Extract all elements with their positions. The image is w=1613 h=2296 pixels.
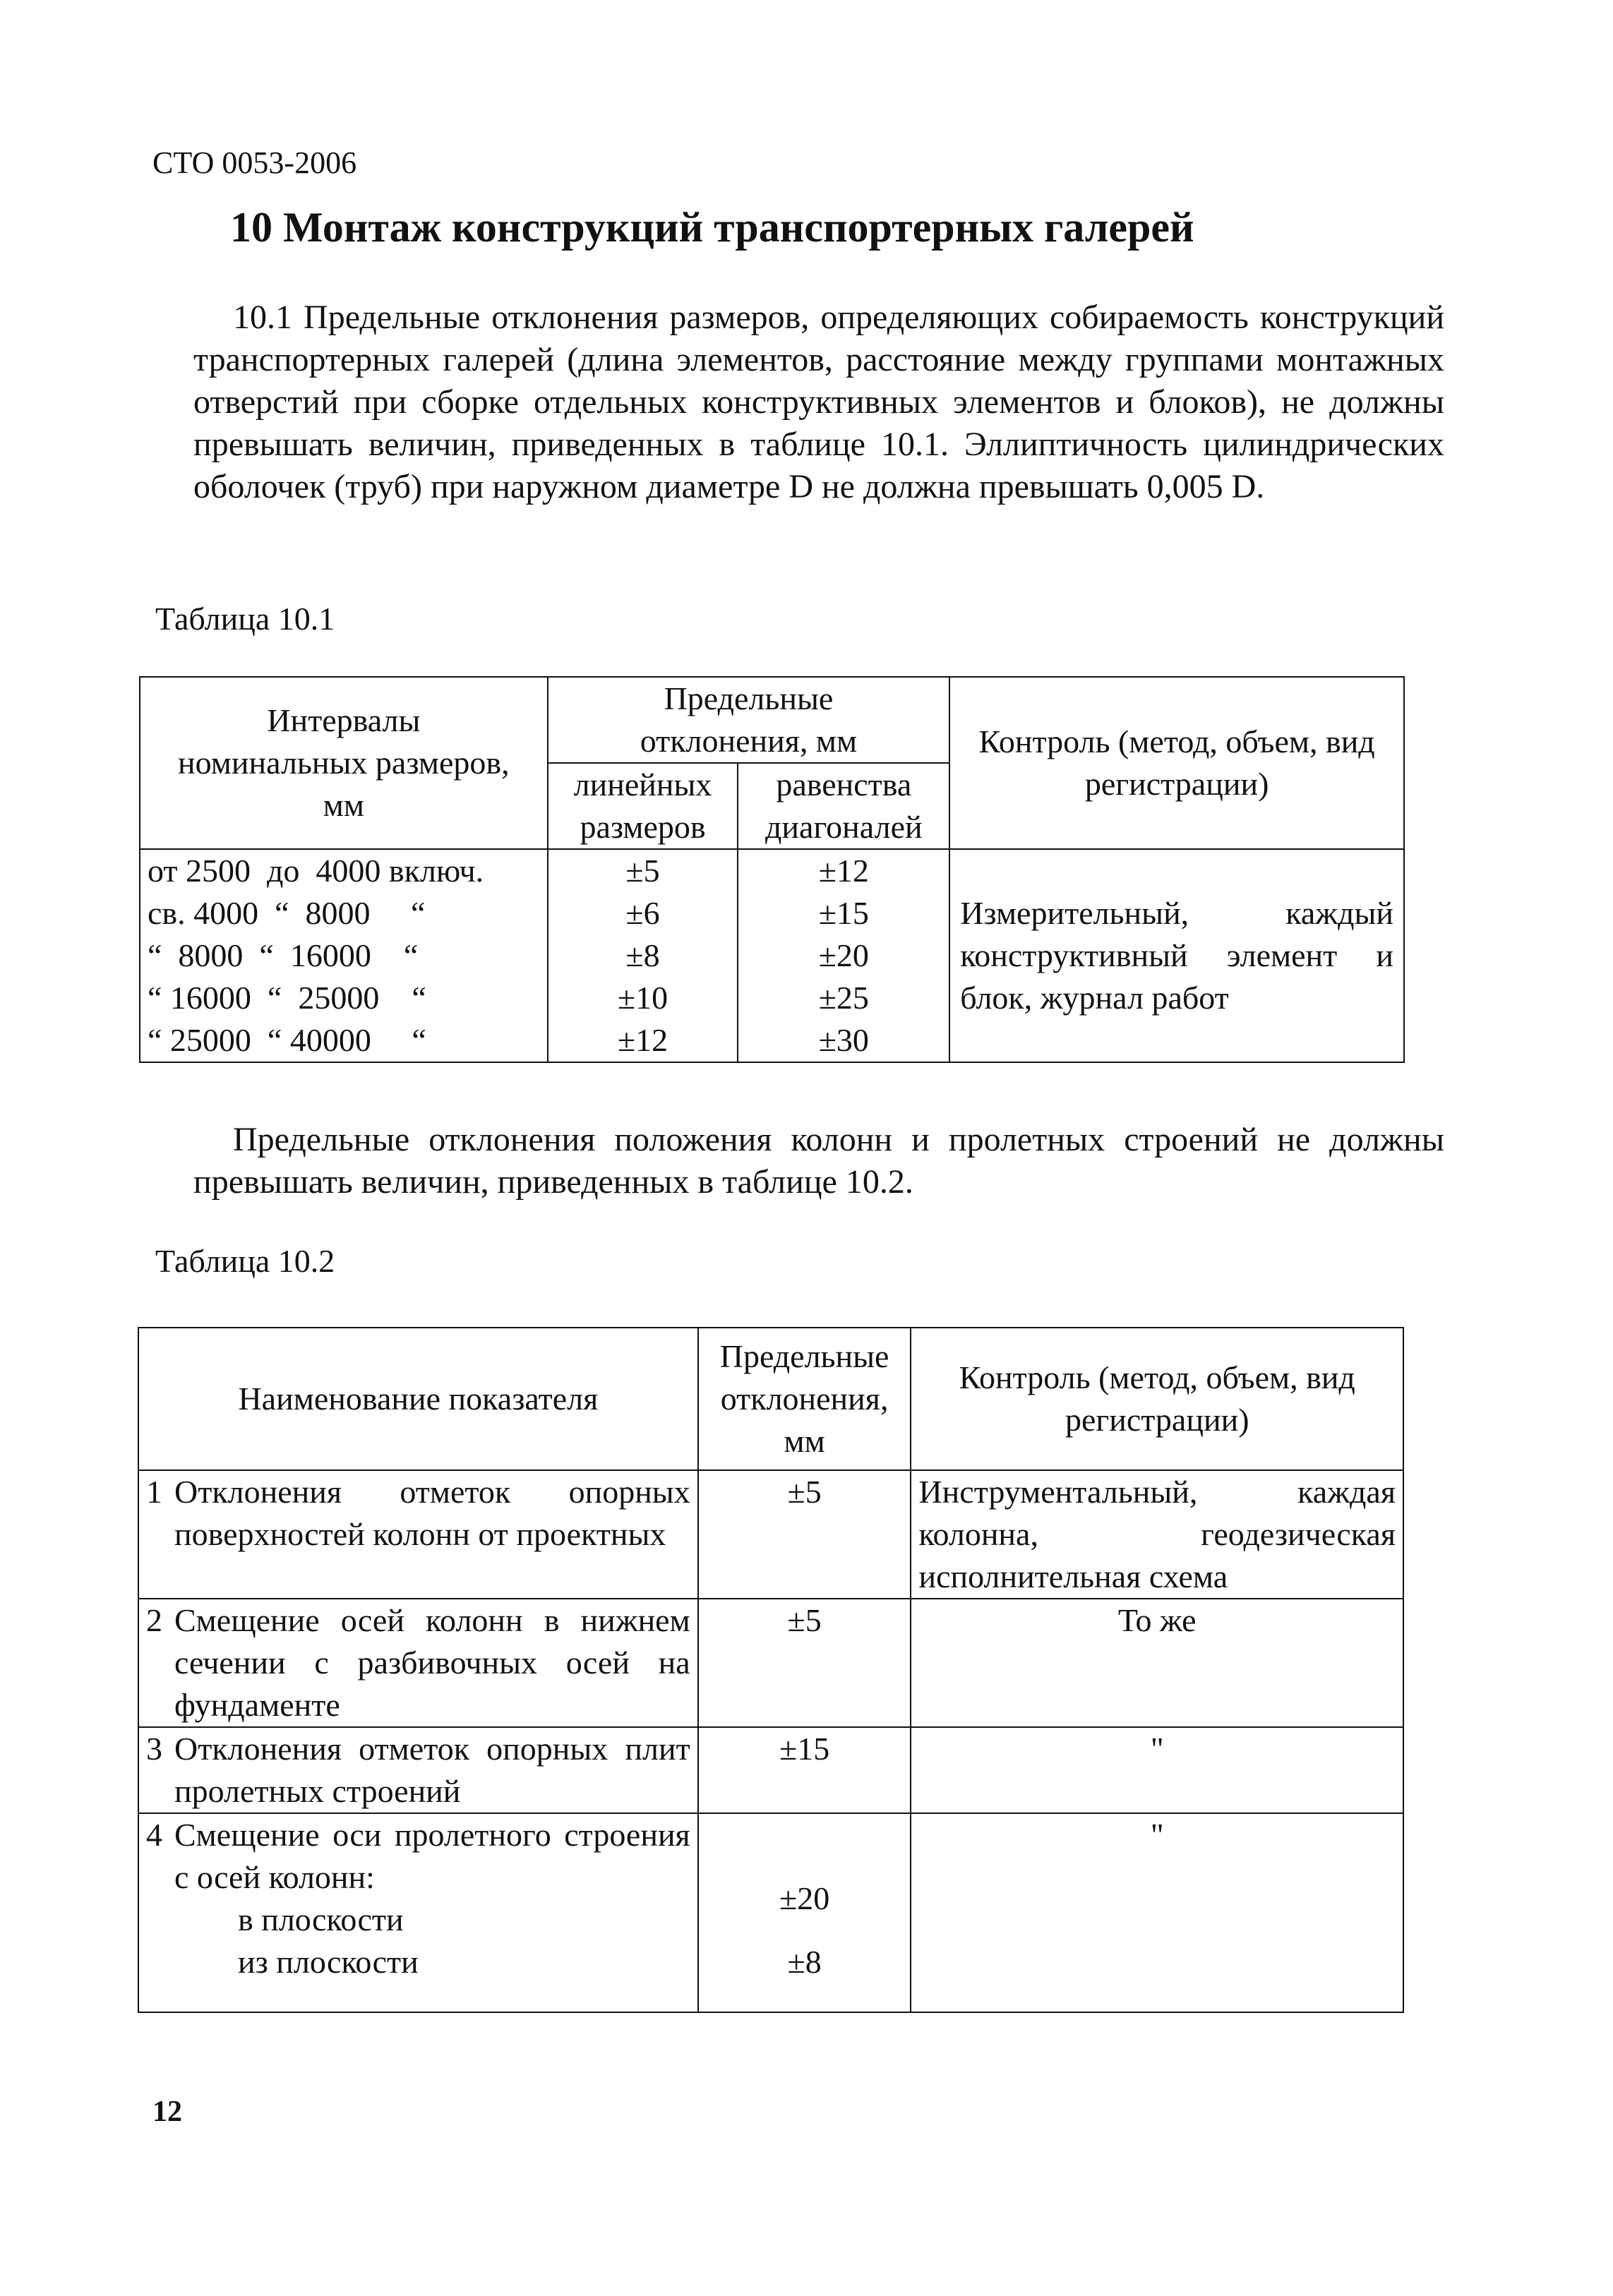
interval-cell: “ 16000 “ 25000 “ [140, 977, 548, 1019]
row-number: 4 [146, 1817, 162, 1853]
diagonal-cell: ±25 [738, 977, 949, 1019]
table-2-caption: Таблица 10.2 [155, 1243, 335, 1279]
diagonal-cell: ±15 [738, 892, 949, 934]
header-limits: Предельные отклонения, мм [698, 1328, 911, 1470]
diagonal-cell: ±20 [738, 934, 949, 977]
sub-item-out-of-plane: из плоскости [238, 1944, 419, 1980]
limit-cell [698, 1813, 911, 2012]
interval-cell: “ 25000 “ 40000 “ [140, 1019, 548, 1062]
header-control: Контроль (метод, объем, вид регистрации) [949, 677, 1404, 849]
header-name: Наименование показателя [138, 1328, 698, 1470]
limit-out-of-plane: ±8 [787, 1944, 822, 1980]
header-diagonal: равенства диагоналей [738, 763, 949, 849]
diagonal-cell: ±12 [738, 849, 949, 892]
diagonal-cell: ±30 [738, 1019, 949, 1062]
document-code: СТО 0053-2006 [152, 145, 357, 180]
name-cell [138, 1599, 698, 1727]
row-name: Отклонения отметок опорных плит пролетных строений [174, 1731, 690, 1809]
sub-item-in-plane: в плоскости [238, 1901, 404, 1937]
header-intervals: Интервалы номинальных размеров, мм [140, 677, 548, 849]
table-10-2 [138, 1327, 1404, 2013]
linear-cell: ±5 [548, 849, 738, 892]
table-row [138, 1813, 1403, 2012]
table-row [140, 849, 1404, 892]
linear-cell: ±8 [548, 934, 738, 977]
linear-cell: ±6 [548, 892, 738, 934]
header-control: Контроль (метод, объем, вид регистрации) [911, 1328, 1403, 1470]
row-number: 1 [146, 1474, 162, 1510]
control-cell: Инструментальный, каждая колонна, геодезическая исполнительная схема [911, 1470, 1403, 1599]
table-1-caption: Таблица 10.1 [155, 601, 335, 637]
paragraph-10-1: 10.1 Предельные отклонения размеров, определяющих собираемость конструкций транспортерных галерей (длина элементов, расстояние между группами монтажных отверстий при сборке отдельных конструктивных элементов и блоков), не должны превышать величин, приведенных в таблице 10.1. Эллиптичность цилиндрических оболочек (труб) при наружном диаметре D не должна превышать 0,005 D. [193, 299, 1444, 505]
table-row [138, 1470, 1403, 1599]
name-cell [138, 1470, 698, 1599]
table-10-1 [139, 676, 1405, 1063]
row-name: Смещение осей колонн в нижнем сечении с разбивочных осей на фундаменте [174, 1602, 690, 1723]
row-number: 3 [146, 1731, 162, 1767]
row-number: 2 [146, 1602, 162, 1638]
name-cell [138, 1727, 698, 1813]
interval-cell: от 2500 до 4000 включ. [140, 849, 548, 892]
interval-cell: “ 8000 “ 16000 “ [140, 934, 548, 977]
linear-cell: ±12 [548, 1019, 738, 1062]
name-cell [138, 1813, 698, 2012]
limit-cell: ±5 [698, 1470, 911, 1599]
limit-cell: ±5 [698, 1599, 911, 1727]
limit-cell: ±15 [698, 1727, 911, 1813]
section-title: 10 Монтаж конструкций транспортерных галерей [230, 204, 1194, 251]
control-cell: " [911, 1727, 1403, 1813]
table-row [138, 1727, 1403, 1813]
linear-cell: ±10 [548, 977, 738, 1019]
row-name: Смещение оси пролетного строения с осей колонн: [174, 1817, 690, 1895]
limit-in-plane: ±20 [779, 1880, 830, 1916]
header-limits: Предельные отклонения, мм [548, 677, 950, 763]
row-name: Отклонения отметок опорных поверхностей колонн от проектных [174, 1474, 690, 1552]
header-linear: линейных размеров [548, 763, 738, 849]
control-cell: " [911, 1813, 1403, 2012]
interval-cell: св. 4000 “ 8000 “ [140, 892, 548, 934]
page-number: 12 [152, 2096, 182, 2128]
paragraph-positions: Предельные отклонения положения колонн и пролетных строений не должны превышать величин, приведенных в таблице 10.2. [193, 1121, 1444, 1201]
control-cell: То же [911, 1599, 1403, 1727]
control-cell: Измерительный, каждый конструктивный элемент и блок, журнал работ [949, 849, 1404, 1062]
table-row [138, 1599, 1403, 1727]
